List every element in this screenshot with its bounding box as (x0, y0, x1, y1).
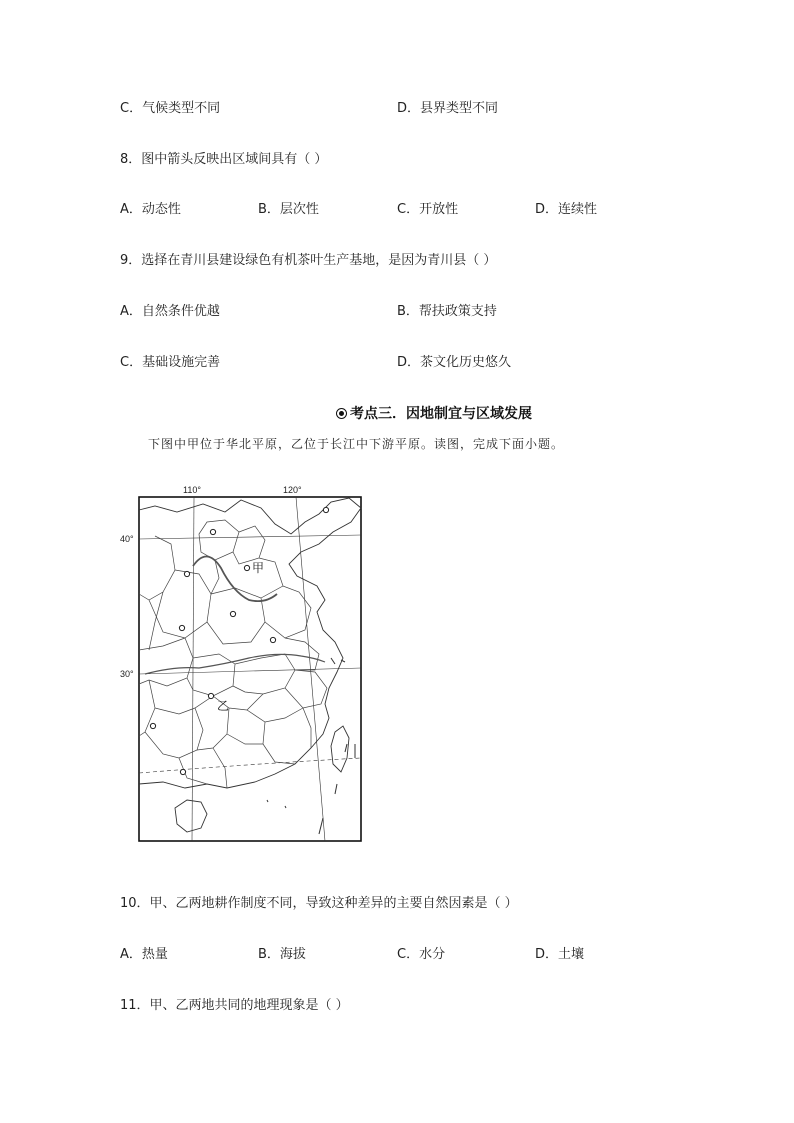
lon-label-120: 120° (283, 485, 302, 495)
q10-question: 10．甲、乙两地耕作制度不同，导致这种差异的主要自然因素是（ ） (120, 896, 518, 911)
china-eastern-map (115, 482, 365, 844)
label-yi: 乙 (217, 699, 230, 713)
intro-text: 下图中甲位于华北平原，乙位于长江中下游平原。读图，完成下面小题。 (148, 437, 565, 451)
lat-label-40: 40° (120, 534, 134, 544)
q8-option-c: C．开放性 (397, 202, 459, 217)
q10-option-c: C．水分 (397, 947, 446, 962)
q7-option-d: D．县界类型不同 (397, 101, 499, 116)
q9-option-d: D．茶文化历史悠久 (397, 355, 512, 370)
section-title (336, 403, 532, 425)
q9-option-b: B．帮扶政策支持 (397, 304, 497, 319)
q11-question: 11．甲、乙两地共同的地理现象是（ ） (120, 998, 349, 1013)
q10-option-a: A．热量 (120, 947, 168, 962)
q8-option-d: D．连续性 (535, 202, 598, 217)
q10-option-b: B．海拔 (258, 947, 306, 962)
section-title-text: 考点三．因地制宜与区域发展 (350, 406, 532, 422)
q8-option-a: A．动态性 (120, 202, 181, 217)
q10-option-d: D．土壤 (535, 947, 585, 962)
lat-label-30: 30° (120, 669, 134, 679)
target-bullet-icon (336, 408, 347, 419)
q9-question: 9．选择在青川县建设绿色有机茶叶生产基地，是因为青川县（ ） (120, 253, 497, 268)
q7-option-c: C．气候类型不同 (120, 101, 221, 116)
lon-label-110: 110° (183, 485, 201, 495)
q9-option-c: C．基础设施完善 (120, 355, 221, 370)
q9-option-a: A．自然条件优越 (120, 304, 220, 319)
label-jia: 甲 (252, 561, 265, 575)
q8-question: 8．图中箭头反映出区域间具有（ ） (120, 152, 328, 167)
q8-option-b: B．层次性 (258, 202, 319, 217)
